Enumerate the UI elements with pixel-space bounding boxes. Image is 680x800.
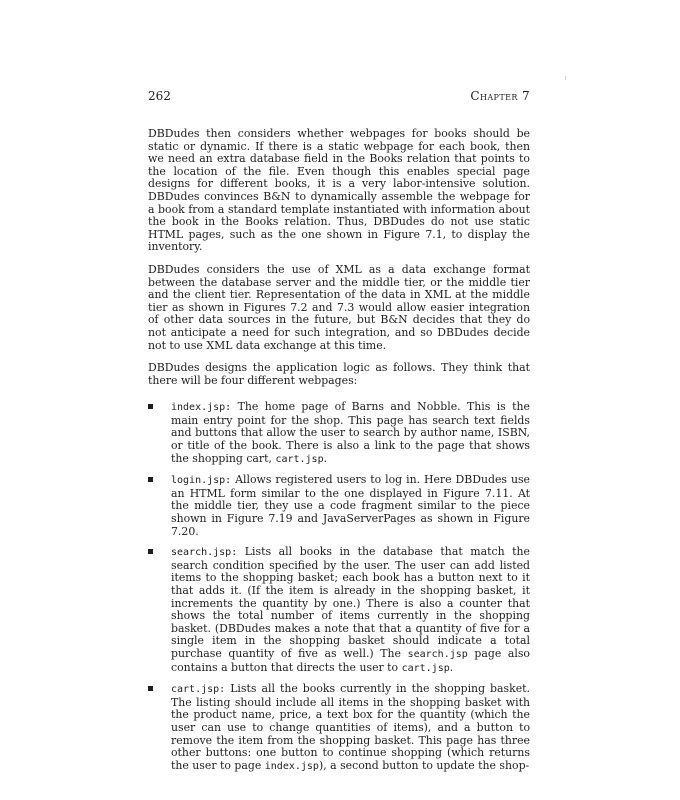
paragraph-application-logic: DBDudes designs the application logic as follows. They think that there will be four different webpages: [148,361,530,387]
item-text: page also contains a button that directs the user to [171,646,530,674]
list-item-search [148,546,530,675]
inline-code: cart.jsp [275,453,324,465]
inline-code: cart.jsp [401,662,450,674]
webpage-list [148,401,530,773]
item-filename: login.jsp: [171,475,232,487]
item-text: Allows registered users to log in. Here DBDudes use an HTML form similar to the one displayed in Figure 7.11. At the middle tier, they use a code fragment similar to the piece shown in Figure 7.19 and JavaServerPages as shown in Figure 7.20. [171,473,530,538]
item-filename: index.jsp: [171,402,232,414]
inline-code: search.jsp [407,648,468,660]
item-filename: search.jsp: [171,547,238,559]
chapter-title: Chapter 7 [470,89,530,103]
item-text: Lists all the books currently in the shopping basket. The listing should include all items in the shopping basket with the product name, price, a text box for the quantity (which the user can use to change quantities of items), and a button to remove the item from the shopping basket. This page has three other buttons: one button to continue shopping (which returns the user to page [171,682,530,772]
bullet-square-icon [148,549,153,554]
bullet-square-icon [148,477,153,482]
paragraph-static-vs-dynamic: DBDudes then considers whether webpages for books should be static or dynamic. If there is a static webpage for each book, then we need an extra database field in the Books relation that points to the location of the file. Even though this enables special page designs for different books, it is a very labor-intensive solution. DBDudes convinces B&N to dynamically assemble the webpage for a book from a standard template instantiated with information about the book in the Books relation. Thus, DBDudes do not use static HTML pages, such as the one shown in Figure 7.1, to display the inventory. [148,127,530,254]
body-text [148,128,530,773]
list-item-login [148,474,530,538]
item-text: . [323,451,328,465]
item-text: . [449,660,454,674]
inline-code: index.jsp [264,760,319,772]
bullet-square-icon [148,404,153,409]
item-text: Lists all books in the database that match the search condition specified by the user. The user can add listed items to the shopping basket; each book has a button next to it that adds it. (If the item is already in the shopping basket, it increments the quantity by one.) There is also a counter that shows the total number of items currently in the shopping basket. (DBDudes makes a note that that a quantity of five for a single item in the shopping basket should indicate a total purchase quantity of five as well.) The [171,545,530,660]
scan-mark [565,76,566,80]
list-item-index [148,401,530,466]
bullet-square-icon [148,686,153,691]
item-filename: cart.jsp: [171,684,226,696]
item-text: ), a second button to update the shop- [318,758,530,772]
page-number: 262 [148,89,171,103]
paragraph-xml-exchange: DBDudes considers the use of XML as a data exchange format between the database server and the middle tier, or the middle tier and the client tier. Representation of the data in XML at the middle tier as shown in Figures 7.2 and 7.3 would allow easier integration of other data sources in the future, but B&N decides that they do not anticipate a need for such integration, and so DBDudes decide not to use XML data exchange at this time. [148,262,530,352]
item-text: The home page of Barns and Nobble. This is the main entry point for the shop. This page has search text fields and buttons that allow the user to search by author name, ISBN, or title of the book. There is also a link to the page that shows the shopping cart, [171,400,530,465]
list-item-cart [148,683,530,773]
